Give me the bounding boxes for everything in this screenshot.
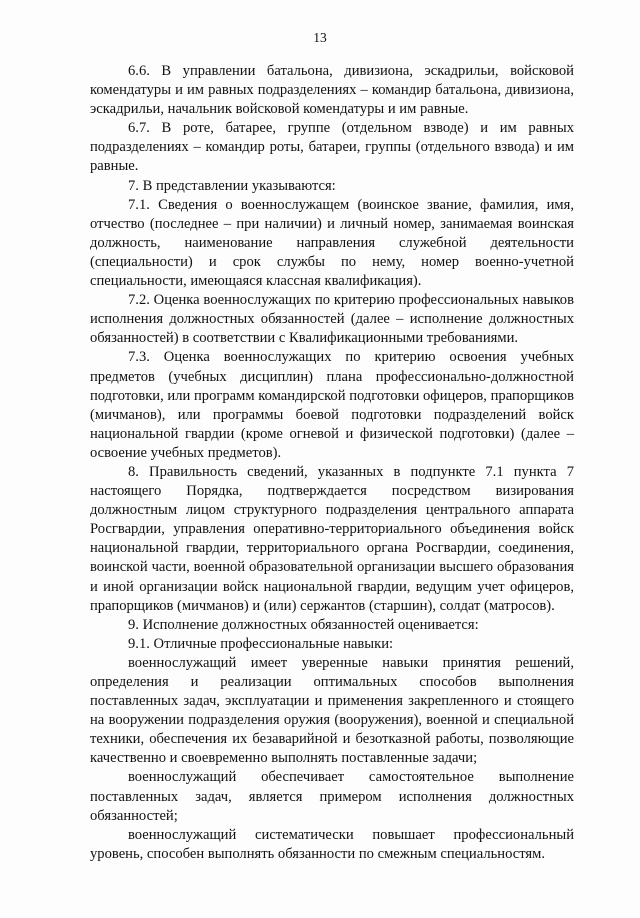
paragraph-9-1-item-1: военнослужащий имеет уверенные навыки принятия решений, определения и реализации оптимальных способов выполнения поставленных задач, эксплуатации и применения закрепленного и стоящего на вооружении подразделения оружия (вооружения), военной и специальной техники, обеспечения их безаварийной и безотказной работы, позволяющие качественно и своевременно выполнять поставленные задачи;	[90, 654, 574, 767]
paragraph-7-3: 7.3. Оценка военнослужащих по критерию освоения учебных предметов (учебных дисциплин) плана профессионально-должностной подготовки, или программ командирской подготовки офицеров, прапорщиков (мичманов), или программы боевой подготовки подразделений войск национальной гвардии (кроме огневой и физической подготовки) (далее – освоение учебных предметов).	[90, 349, 574, 461]
paragraph-7: 7. В представлении указываются:	[128, 177, 336, 194]
paragraph-6-6: 6.6. В управлении батальона, дивизиона, эскадрильи, войсковой комендатуры и им равных подразделениях – командир батальона, дивизиона, эскадрильи, начальник войсковой комендатуры и им равные.	[90, 63, 574, 118]
paragraph-9-1-item-2: военнослужащий обеспечивает самостоятельное выполнение поставленных задач, является примером исполнения должностных обязанностей;	[90, 769, 574, 824]
paragraph-7-2: 7.2. Оценка военнослужащих по критерию профессиональных навыков исполнения должностных обязанностей (далее – исполнение должностных обязанностей) в соответствии с Квалификационными требованиями.	[90, 292, 574, 347]
paragraph-8: 8. Правильность сведений, указанных в подпункте 7.1 пункта 7 настоящего Порядка, подтверждается посредством визирования должностным лицом структурного подразделения центрального аппарата Росгвардии, управления оперативно-территориального объединения войск национальной гвардии, территориального органа Росгвардии, соединения, воинской части, военной образовательной организации высшего образования и иной организации войск национальной гвардии, ведущим учет офицеров, прапорщиков (мичманов) и (или) сержантов (старшин), солдат (матросов).	[90, 463, 574, 614]
paragraph-6-7: 6.7. В роте, батарее, группе (отдельном взводе) и им равных подразделениях – командир роты, батареи, группы (отдельного взвода) и им равные.	[90, 120, 574, 175]
paragraph-7-1: 7.1. Сведения о военнослужащем (воинское звание, фамилия, имя, отчество (последнее – при наличии) и личный номер, занимаемая воинская должность, наименование направления служебной деятельности (специальности) и срок службы по нему, номер военно-учетной специальности, имеющаяся классная квалификация).	[90, 196, 574, 290]
document-body	[90, 62, 574, 864]
page-number: 13	[313, 30, 327, 45]
paragraph-9: 9. Исполнение должностных обязанностей оценивается:	[128, 616, 479, 633]
paragraph-9-1: 9.1. Отличные профессиональные навыки:	[128, 635, 394, 652]
paragraph-9-1-item-3: военнослужащий систематически повышает профессиональный уровень, способен выполнять обязанности по смежным специальностям.	[90, 826, 574, 862]
